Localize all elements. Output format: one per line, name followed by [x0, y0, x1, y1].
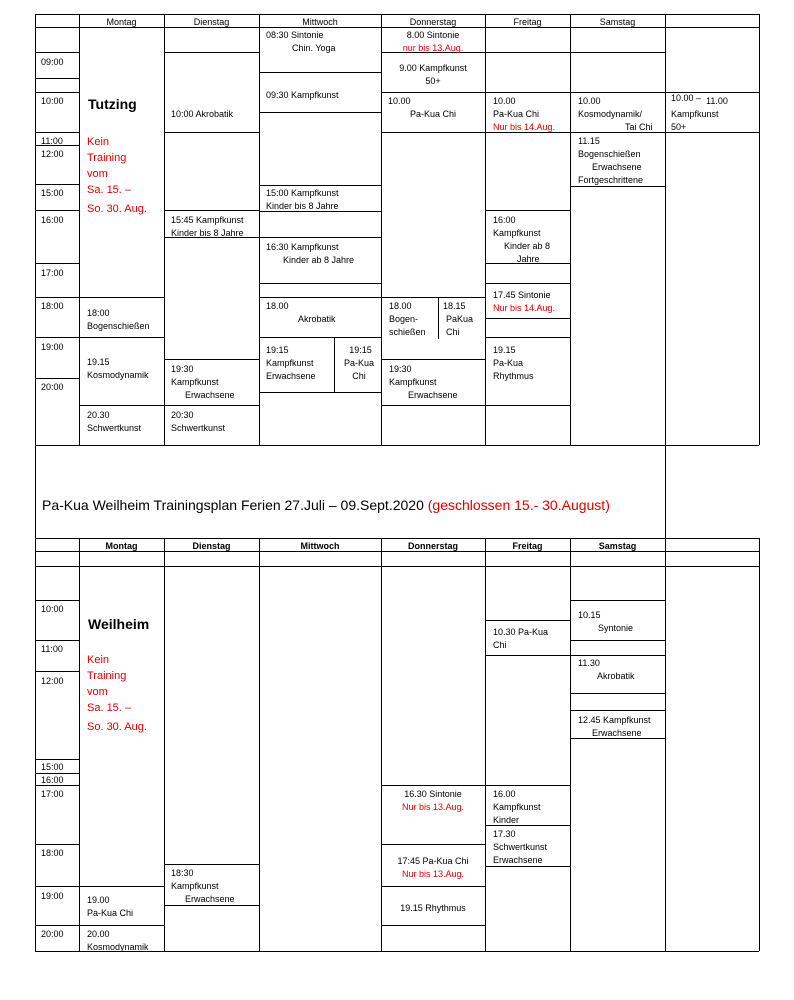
class-entry: 16:30 Kampfkunst Kinder ab 8 Jahre — [266, 242, 355, 265]
day-header-mittwoch: Mittwoch — [302, 17, 338, 27]
time-label: 16:00 — [41, 215, 64, 225]
time-label: 19:00 — [41, 891, 64, 901]
class-entry: Kampfkunst 50+ — [671, 109, 719, 132]
class-entry: 11.15 Bogenschießen Erwachsene Fortgeschrittene — [578, 136, 644, 185]
time-label: 11:00 — [41, 644, 63, 654]
day-header-samstag: Samstag — [599, 17, 636, 27]
time-label: 10:00 — [41, 96, 64, 106]
day-header-donnerstag: Donnerstag — [407, 541, 458, 551]
day-header-dienstag: Dienstag — [192, 541, 231, 551]
class-entry: 10.00 – — [671, 93, 702, 103]
class-entry: 12.45 Kampfkunst Erwachsene — [578, 715, 651, 738]
class-entry: 18.15 PaKua Chi — [443, 301, 474, 337]
class-entry: 19.15 Kosmodynamik — [87, 357, 149, 380]
time-label: 17:00 — [41, 268, 64, 278]
class-entry: 17:45 Pa-Kua Chi Nur bis 13.Aug. — [397, 856, 469, 879]
time-label: 11:00 — [41, 136, 63, 146]
class-entry: 17.30 Schwertkunst Erwachsene — [493, 829, 548, 865]
class-entry: 08:30 Sintonie Chin. Yoga — [266, 30, 336, 53]
class-entry: 19.15 Pa-Kua Rhythmus — [493, 345, 534, 381]
day-header-samstag: Samstag — [598, 541, 637, 551]
class-entry: 16.00 Kampfkunst Kinder — [493, 789, 541, 825]
time-label: 19:00 — [41, 342, 64, 352]
class-entry: 8.00 Sintonie nur bis 13.Aug. — [402, 30, 464, 53]
class-entry: 10.00 Pa-Kua Chi Nur bis 14.Aug. — [493, 96, 556, 132]
time-label: 10:00 — [41, 604, 64, 614]
time-label: 12:00 — [41, 149, 64, 159]
time-label: 15:00 — [41, 188, 64, 198]
class-entry: 20:30 Schwertkunst — [171, 410, 226, 433]
time-label: 17:00 — [41, 789, 64, 799]
day-header-freitag: Freitag — [512, 541, 543, 551]
time-label: 20:00 — [41, 929, 64, 939]
time-label: 20:00 — [41, 382, 64, 392]
class-entry: 19.00 Pa-Kua Chi — [87, 895, 134, 918]
class-entry: 15:45 Kampfkunst Kinder bis 8 Jahre — [171, 215, 244, 238]
class-entry: 10:00 Akrobatik — [171, 109, 234, 119]
class-entry: 18.00 Bogen- schießen — [389, 301, 426, 337]
class-entry: 11.30 Akrobatik — [578, 658, 635, 681]
class-entry: 10.00 Kosmodynamik/ Tai Chi — [578, 96, 653, 132]
class-entry: 18:30 Kampfkunst Erwachsene — [171, 868, 235, 904]
class-entry: 20.30 Schwertkunst — [87, 410, 142, 433]
class-entry: 20.00 Kosmodynamik — [87, 929, 149, 952]
time-label: 15:00 — [41, 762, 64, 772]
time-label: 12:00 — [41, 676, 64, 686]
class-entry: 18:00 Bogenschießen — [87, 308, 150, 331]
class-entry: 19:30 Kampfkunst Erwachsene — [389, 364, 458, 400]
class-entry: 19:15 Kampfkunst Erwachsene — [266, 345, 316, 381]
class-entry: 19.15 Rhythmus — [400, 903, 466, 913]
class-entry: 19:15 Pa-Kua Chi — [343, 345, 375, 381]
day-header-donnerstag: Donnerstag — [409, 17, 457, 27]
day-header-montag: Montag — [106, 17, 137, 27]
class-entry: 9.00 Kampfkunst 50+ — [399, 63, 467, 86]
class-entry: 15:00 Kampfkunst Kinder bis 8 Jahre — [266, 188, 339, 211]
no-training-note: Kein Training vom Sa. 15. – So. 30. Aug. — [87, 136, 147, 215]
class-entry: 09:30 Kampfkunst — [266, 90, 339, 100]
class-entry: 17.45 Sintonie Nur bis 14.Aug. — [493, 290, 556, 313]
day-header-mittwoch: Mittwoch — [300, 541, 340, 551]
day-header-dienstag: Dienstag — [193, 17, 230, 27]
class-entry: 16.30 Sintonie Nur bis 13.Aug. — [401, 789, 465, 812]
class-entry: 10.15 Syntonie — [578, 610, 634, 633]
time-label: 18:00 — [41, 301, 64, 311]
class-entry: 11.00 — [706, 96, 728, 106]
day-header-freitag: Freitag — [513, 17, 542, 27]
class-entry: 10.00 Pa-Kua Chi — [388, 96, 457, 119]
day-header-montag: Montag — [105, 541, 138, 551]
class-entry: 18.00 Akrobatik — [266, 301, 336, 324]
page-title: Pa-Kua Weilheim Trainingsplan Ferien 27.Juli – 09.Sept.2020 (geschlossen 15.- 30.August) — [42, 497, 610, 513]
class-entry: 10.30 Pa-Kua Chi — [493, 627, 549, 650]
time-label: 16:00 — [41, 775, 64, 785]
no-training-note: Kein Training vom Sa. 15. – So. 30. Aug. — [87, 654, 147, 733]
class-entry: 19:30 Kampfkunst Erwachsene — [171, 364, 235, 400]
location-title: Weilheim — [88, 616, 150, 632]
time-label: 18:00 — [41, 848, 64, 858]
time-label: 09:00 — [41, 57, 64, 67]
class-entry: 16:00 Kampfkunst Kinder ab 8 Jahre — [493, 215, 551, 264]
location-title: Tutzing — [88, 96, 137, 112]
